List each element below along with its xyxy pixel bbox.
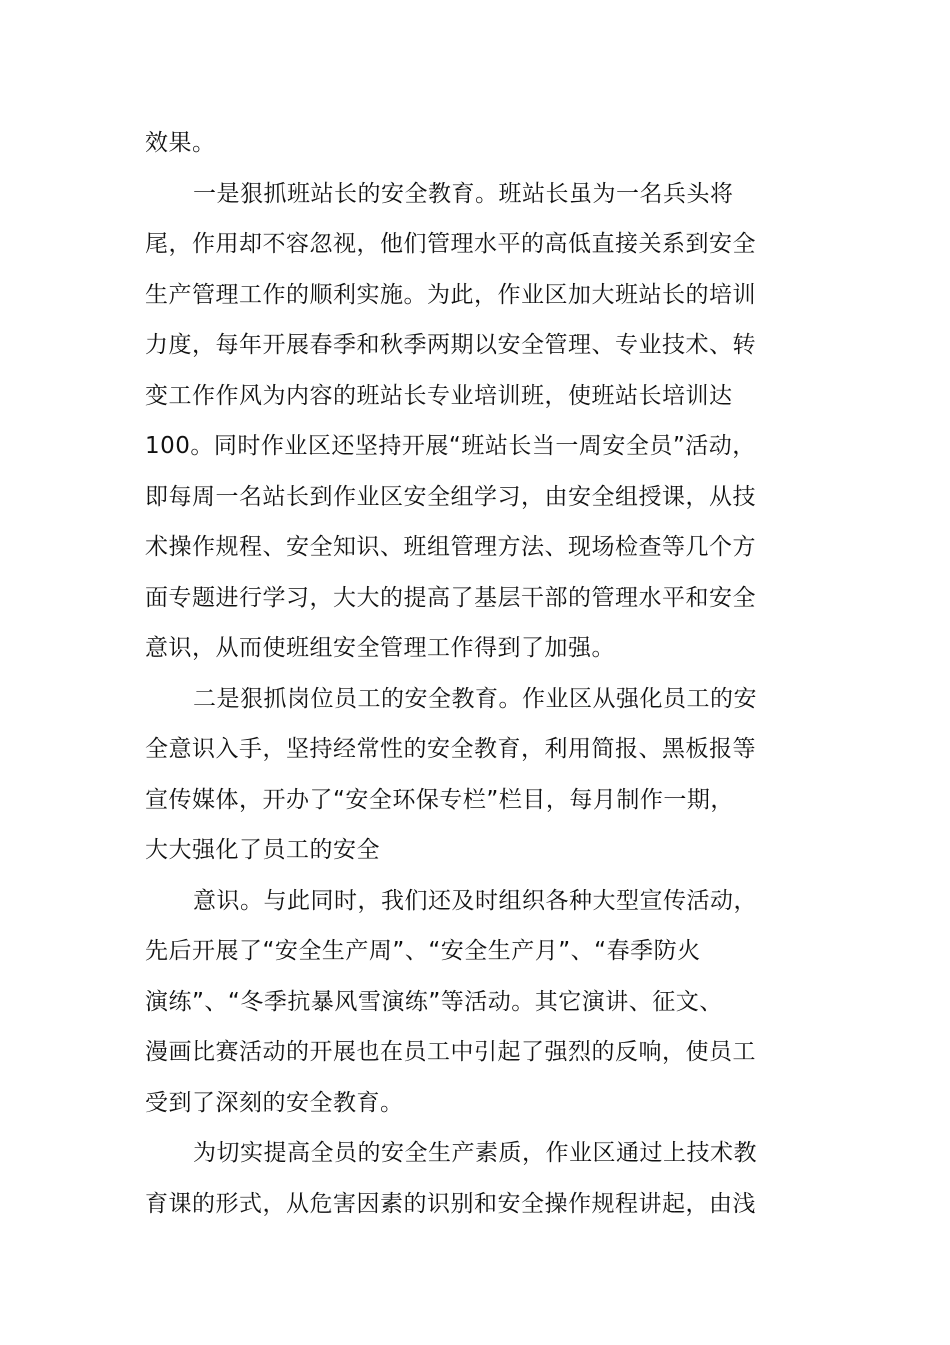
text-line: 全意识入手，坚持经常性的安全教育，利用简报、黑板报等 bbox=[145, 736, 756, 762]
text-line: 漫画比赛活动的开展也在员工中引起了强烈的反响，使员工 bbox=[145, 1039, 756, 1065]
text-line: 面专题进行学习，大大的提高了基层干部的管理水平和安全 bbox=[145, 585, 756, 611]
text-line: 演练”、“冬季抗暴风雪演练”等活动。其它演讲、征文、 bbox=[145, 989, 723, 1015]
text-line: 即每周一名站长到作业区安全组学习，由安全组授课，从技 bbox=[145, 484, 756, 510]
text-line: 变工作作风为内容的班站长专业培训班，使班站长培训达 bbox=[145, 383, 733, 409]
text-line: 尾，作用却不容忽视，他们管理水平的高低直接关系到安全 bbox=[145, 231, 756, 257]
text-line: 先后开展了“安全生产周”、“安全生产月”、“春季防火 bbox=[145, 938, 701, 964]
text-line: 受到了深刻的安全教育。 bbox=[145, 1090, 404, 1116]
text-line: 二是狠抓岗位员工的安全教育。作业区从强化员工的安 bbox=[193, 686, 757, 712]
text-line: 生产管理工作的顺利实施。为此，作业区加大班站长的培训 bbox=[145, 282, 756, 308]
text-line: 力度，每年开展春季和秋季两期以安全管理、专业技术、转 bbox=[145, 332, 756, 358]
text-line: 为切实提高全员的安全生产素质，作业区通过上技术教 bbox=[193, 1140, 757, 1166]
text-line: 效果。 bbox=[145, 130, 216, 156]
text-line: 一是狠抓班站长的安全教育。班站长虽为一名兵头将 bbox=[193, 181, 734, 207]
text-line: 100。同时作业区还坚持开展“班站长当一周安全员”活动， bbox=[145, 433, 756, 459]
text-line: 育课的形式，从危害因素的识别和安全操作规程讲起，由浅 bbox=[145, 1191, 756, 1217]
text-line: 术操作规程、安全知识、班组管理方法、现场检查等几个方 bbox=[145, 534, 756, 560]
text-line: 大大强化了员工的安全 bbox=[145, 837, 380, 863]
text-line: 宣传媒体，开办了“安全环保专栏”栏目，每月制作一期， bbox=[145, 787, 734, 813]
text-line: 意识，从而使班组安全管理工作得到了加强。 bbox=[145, 635, 615, 661]
text-line: 意识。与此同时，我们还及时组织各种大型宣传活动， bbox=[193, 888, 757, 914]
